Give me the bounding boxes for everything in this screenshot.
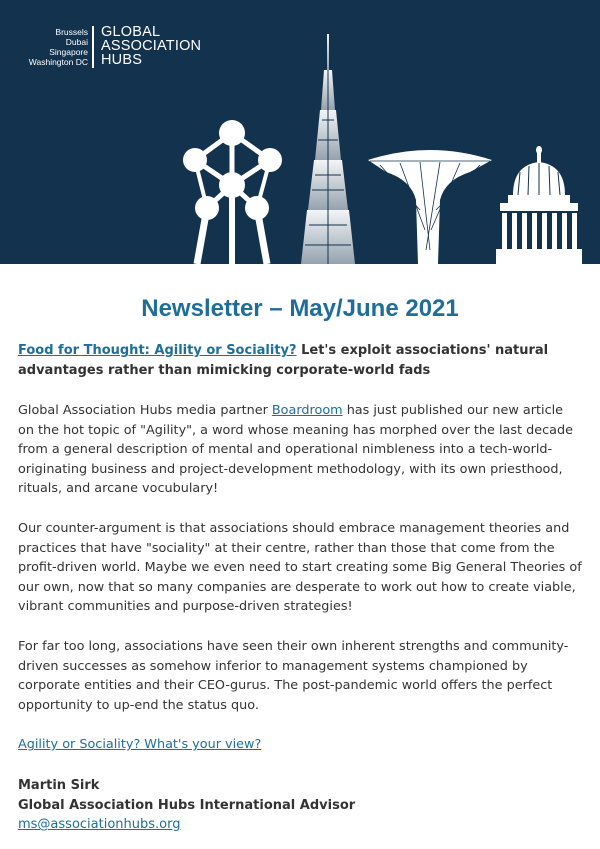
header-banner [0,0,600,264]
boardroom-link[interactable]: Boardroom [271,403,343,418]
skyline-illustration [0,0,600,264]
city-brussels: Brussels [55,27,88,37]
cta-paragraph [18,735,582,755]
paragraph-1 [18,401,582,499]
supertree-icon [368,150,492,264]
logo-wordmark [101,25,201,67]
logo-line-3: HUBS [101,52,143,68]
paragraph-1-before: Global Association Hubs media partner [18,403,272,418]
atomium-icon [183,120,282,264]
logo-divider [92,26,94,68]
paragraph-2: Our counter-argument is that associations should embrace management theories and practices that have "sociality" at their centre, rather than those that come from the profit-driven world. Maybe we even need to start creating some Big General Theories of our own, now that so many companies are desperate to work out how to create viable, vibrant communities and purpose-driven strategies! [18,520,582,615]
burj-khalifa-icon [301,34,355,264]
signature-name: Martin Sirk [18,777,100,793]
capitol-icon [496,146,582,264]
newsletter-title: Newsletter – May/June 2021 [141,295,459,322]
lead-text: Let's exploit associations' natural advantages rather than mimicking corporate-world fads [18,343,549,378]
logo-line-1: GLOBAL [101,24,161,40]
signature [18,776,582,835]
logo-line-2: ASSOCIATION [101,38,202,54]
lead-paragraph [18,341,582,381]
city-dubai: Dubai [65,37,88,47]
newsletter-body [0,294,600,835]
paragraph-1-after: has just published our new article on the hot topic of "Agility", a word whose meaning has morphed over the last decade from a general description of mental and operational nimbleness into a tech-world-originating business and project-development methodology, with its own priesthood, rituals, and arcane vocubulary! [18,403,574,497]
view-link[interactable]: Agility or Sociality? What's your view? [18,737,262,753]
city-singapore: Singapore [49,47,88,57]
paragraph-3: For far too long, associations have seen their own inherent strengths and community-driven successes as somehow inferior to management systems championed by corporate entities and their CEO-gurus. The post-pandemic world offers the perfect opportunity to up-end the status quo. [18,638,569,713]
signature-role: Global Association Hubs International Advisor [18,797,356,813]
logo-cities [29,27,88,67]
article-title-link[interactable]: Food for Thought: Agility or Sociality? [18,343,297,358]
email-link[interactable]: ms@associationhubs.org [18,817,181,833]
city-washington: Washington DC [28,57,88,67]
